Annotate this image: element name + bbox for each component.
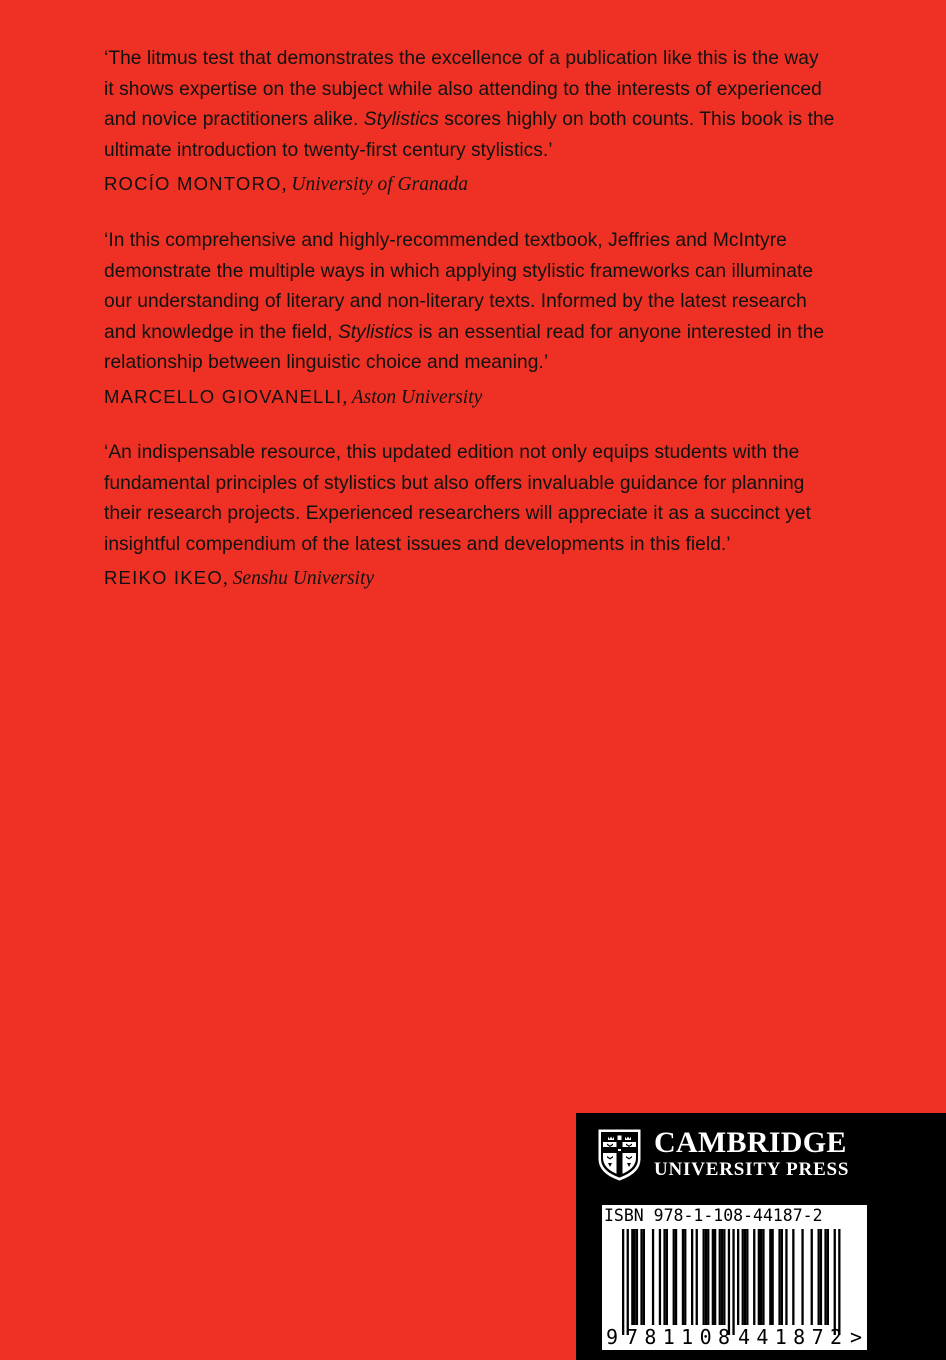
endorsement-attribution	[104, 169, 844, 200]
endorser-institution: , University of Granada	[281, 174, 468, 195]
quote-line: it shows expertise on the subject while also attending to the interests of experienced	[104, 78, 822, 100]
endorsement-quote	[104, 44, 844, 166]
endorser-name: REIKO IKEO	[104, 567, 223, 588]
barcode-right-group: 441872	[738, 1325, 842, 1349]
quote-line: insightful compendium of the latest issues and developments in this field.’	[104, 533, 731, 555]
endorsement-attribution	[104, 563, 844, 594]
barcode-digits	[602, 1205, 867, 1350]
endorsement-quote	[104, 438, 844, 560]
quote-line	[104, 105, 844, 136]
endorser-name: ROCÍO MONTORO	[104, 173, 282, 194]
barcode-left-group: 781108	[626, 1325, 730, 1349]
quote-line: our understanding of literary and non-literary texts. Informed by the latest research	[104, 291, 807, 312]
quote-text: and knowledge in the field,	[104, 321, 338, 343]
endorsement-1	[104, 44, 844, 200]
endorsement-3	[104, 438, 844, 594]
endorser-name: MARCELLO GIOVANELLI	[104, 385, 343, 407]
endorser-institution: , Aston University	[342, 386, 483, 408]
endorsement-quote	[104, 226, 844, 379]
barcode-lead-digit: 9	[606, 1325, 619, 1349]
quote-line: ‘An indispensable resource, this updated edition not only equips students with the	[104, 442, 800, 463]
publisher-name-line2: UNIVERSITY PRESS	[654, 1159, 850, 1180]
publisher-name	[654, 1127, 849, 1181]
cambridge-crest-icon	[598, 1129, 641, 1181]
quote-line: ‘In this comprehensive and highly-recommended textbook, Jeffries and McIntyre	[104, 230, 787, 251]
isbn-label: ISBN 978-1-108-44187-2	[604, 1206, 823, 1225]
publisher-name-line1: CAMBRIDGE	[654, 1126, 847, 1159]
isbn-barcode	[602, 1205, 867, 1350]
quote-line: ultimate introduction to twenty-first century stylistics.’	[104, 139, 553, 161]
endorsement-2	[104, 226, 844, 413]
quote-text: and novice practitioners alike.	[104, 109, 364, 130]
barcode-quiet-zone-mark: >	[850, 1325, 863, 1349]
quote-line: their research projects. Experienced researchers will appreciate it as a succinct yet	[104, 503, 812, 524]
quote-text: scores highly on both counts. This book is the	[438, 109, 835, 130]
quote-line: demonstrate the multiple ways in which applying stylistic frameworks can illuminate	[104, 260, 814, 282]
endorsement-attribution	[104, 382, 844, 413]
quote-line: fundamental principles of stylistics but also offers invaluable guidance for planning	[104, 472, 805, 494]
quote-line: relationship between linguistic choice and meaning.’	[104, 352, 549, 373]
quote-line: ‘The litmus test that demonstrates the excellence of a publication like this is the way	[104, 48, 819, 69]
book-title: Stylistics	[363, 109, 439, 130]
publisher-panel	[576, 1113, 946, 1360]
book-title: Stylistics	[337, 321, 414, 343]
quote-text: is an essential read for anyone interested in the	[413, 321, 825, 343]
quote-line	[104, 318, 844, 349]
endorser-institution: , Senshu University	[222, 568, 375, 589]
